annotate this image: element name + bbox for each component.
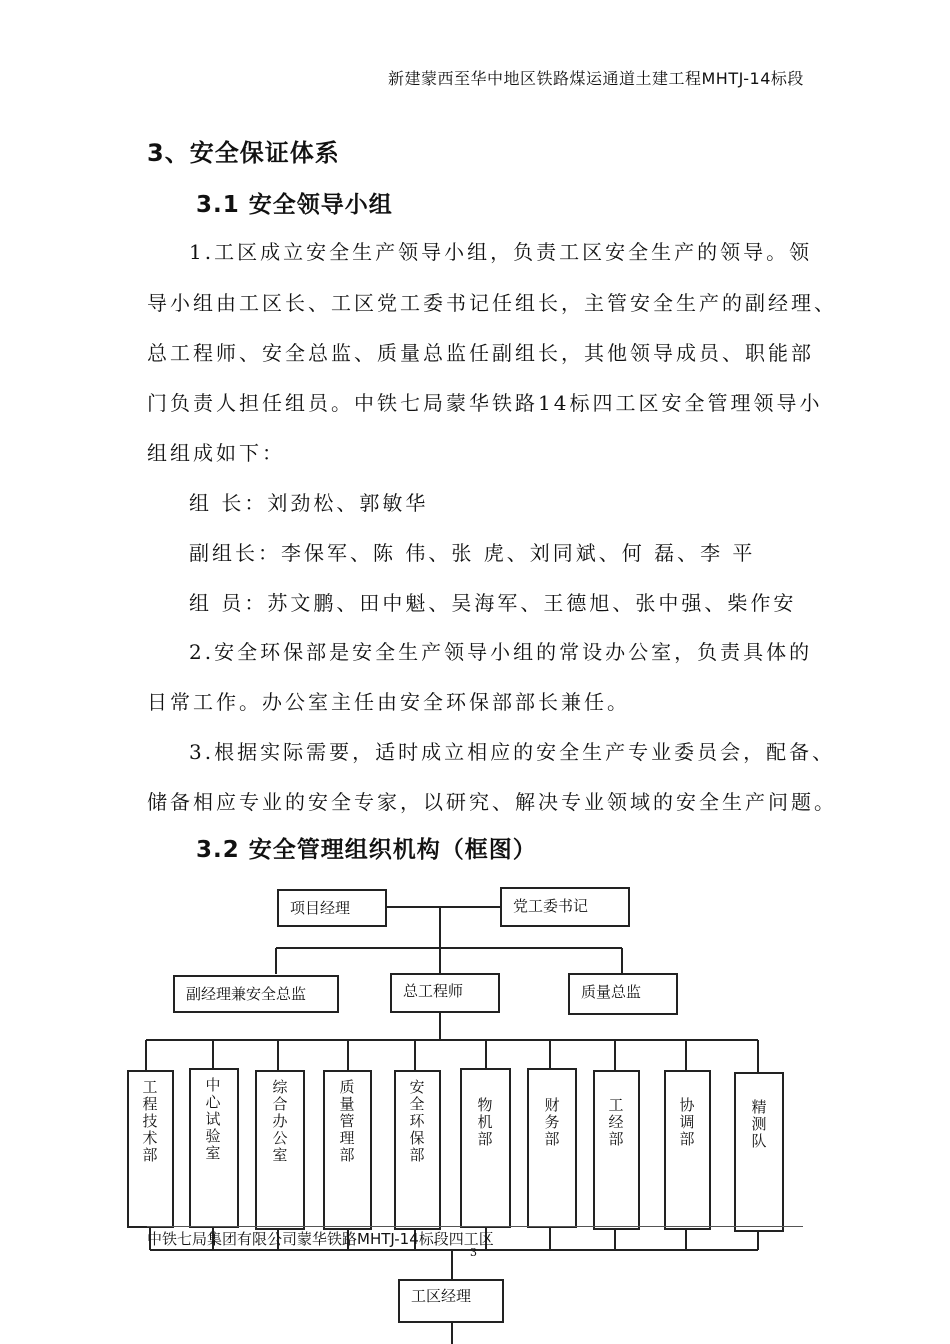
- org-label: 工区经理: [411, 1287, 472, 1305]
- paragraph-line: 组组成如下：: [147, 441, 285, 465]
- org-label: 总工程师: [403, 982, 464, 1000]
- paragraph-line: 门负责人担任组员。中铁七局蒙华铁路14标四工区安全管理领导小: [147, 391, 823, 415]
- footer-rule: [147, 1226, 803, 1227]
- deputy-leader-line: 副组长：李保军、陈 伟、张 虎、刘同斌、何 磊、李 平: [189, 541, 756, 565]
- paragraph-line: 总工程师、安全总监、质量总监任副组长，其他领导成员、职能部: [147, 341, 814, 365]
- org-box-coordination-dept: [665, 1071, 710, 1229]
- org-dept-label: 精测队: [751, 1098, 767, 1150]
- org-box-economics-dept: [594, 1071, 639, 1229]
- org-label: 副经理兼安全总监: [186, 985, 307, 1003]
- leader-line: 组 长：刘劲松、郭敏华: [189, 491, 429, 515]
- subsection-title-leadership: 3.1 安全领导小组: [196, 192, 393, 218]
- org-dept-label: 综合办公室: [272, 1078, 288, 1164]
- org-dept-label: 协调部: [679, 1096, 695, 1148]
- paragraph-line: 导小组由工区长、工区党工委书记任组长，主管安全生产的副经理、: [147, 291, 837, 315]
- org-dept-label: 财务部: [544, 1096, 560, 1148]
- page-header: 新建蒙西至华中地区铁路煤运通道土建工程MHTJ-14标段: [388, 69, 804, 88]
- org-label: 质量总监: [581, 983, 642, 1001]
- section-title: 3、安全保证体系: [147, 139, 340, 167]
- paragraph-line: 2.安全环保部是安全生产领导小组的常设办公室，负责具体的: [189, 640, 813, 664]
- member-line: 组 员：苏文鹏、田中魁、吴海军、王德旭、张中强、柴作安: [189, 591, 797, 615]
- org-box-survey-team: [735, 1073, 783, 1231]
- org-dept-label: 工程技术部: [142, 1078, 158, 1164]
- page-footer: 中铁七局集团有限公司蒙华铁路MHTJ-14标段四工区: [147, 1230, 494, 1248]
- org-label: 党工委书记: [513, 897, 589, 915]
- org-dept-label: 中心试验室: [205, 1076, 221, 1162]
- paragraph-line: 储备相应专业的安全专家，以研究、解决专业领域的安全生产问题。: [147, 790, 837, 814]
- subsection-title-org-chart: 3.2 安全管理组织机构（框图）: [196, 837, 537, 863]
- paragraph-line: 1.工区成立安全生产领导小组，负责工区安全生产的领导。领: [189, 240, 813, 264]
- paragraph-line: 日常工作。办公室主任由安全环保部部长兼任。: [147, 690, 630, 714]
- org-box-materials-dept: [461, 1069, 510, 1227]
- org-dept-label: 工经部: [608, 1096, 624, 1148]
- org-label: 项目经理: [290, 899, 351, 917]
- page-number: 3: [470, 1246, 477, 1259]
- org-box-finance-dept: [528, 1069, 576, 1227]
- paragraph-line: 3.根据实际需要，适时成立相应的安全生产专业委员会，配备、: [189, 740, 836, 764]
- org-dept-label: 物机部: [477, 1096, 493, 1148]
- org-dept-label: 质量管理部: [339, 1078, 355, 1164]
- org-dept-label: 安全环保部: [409, 1078, 425, 1164]
